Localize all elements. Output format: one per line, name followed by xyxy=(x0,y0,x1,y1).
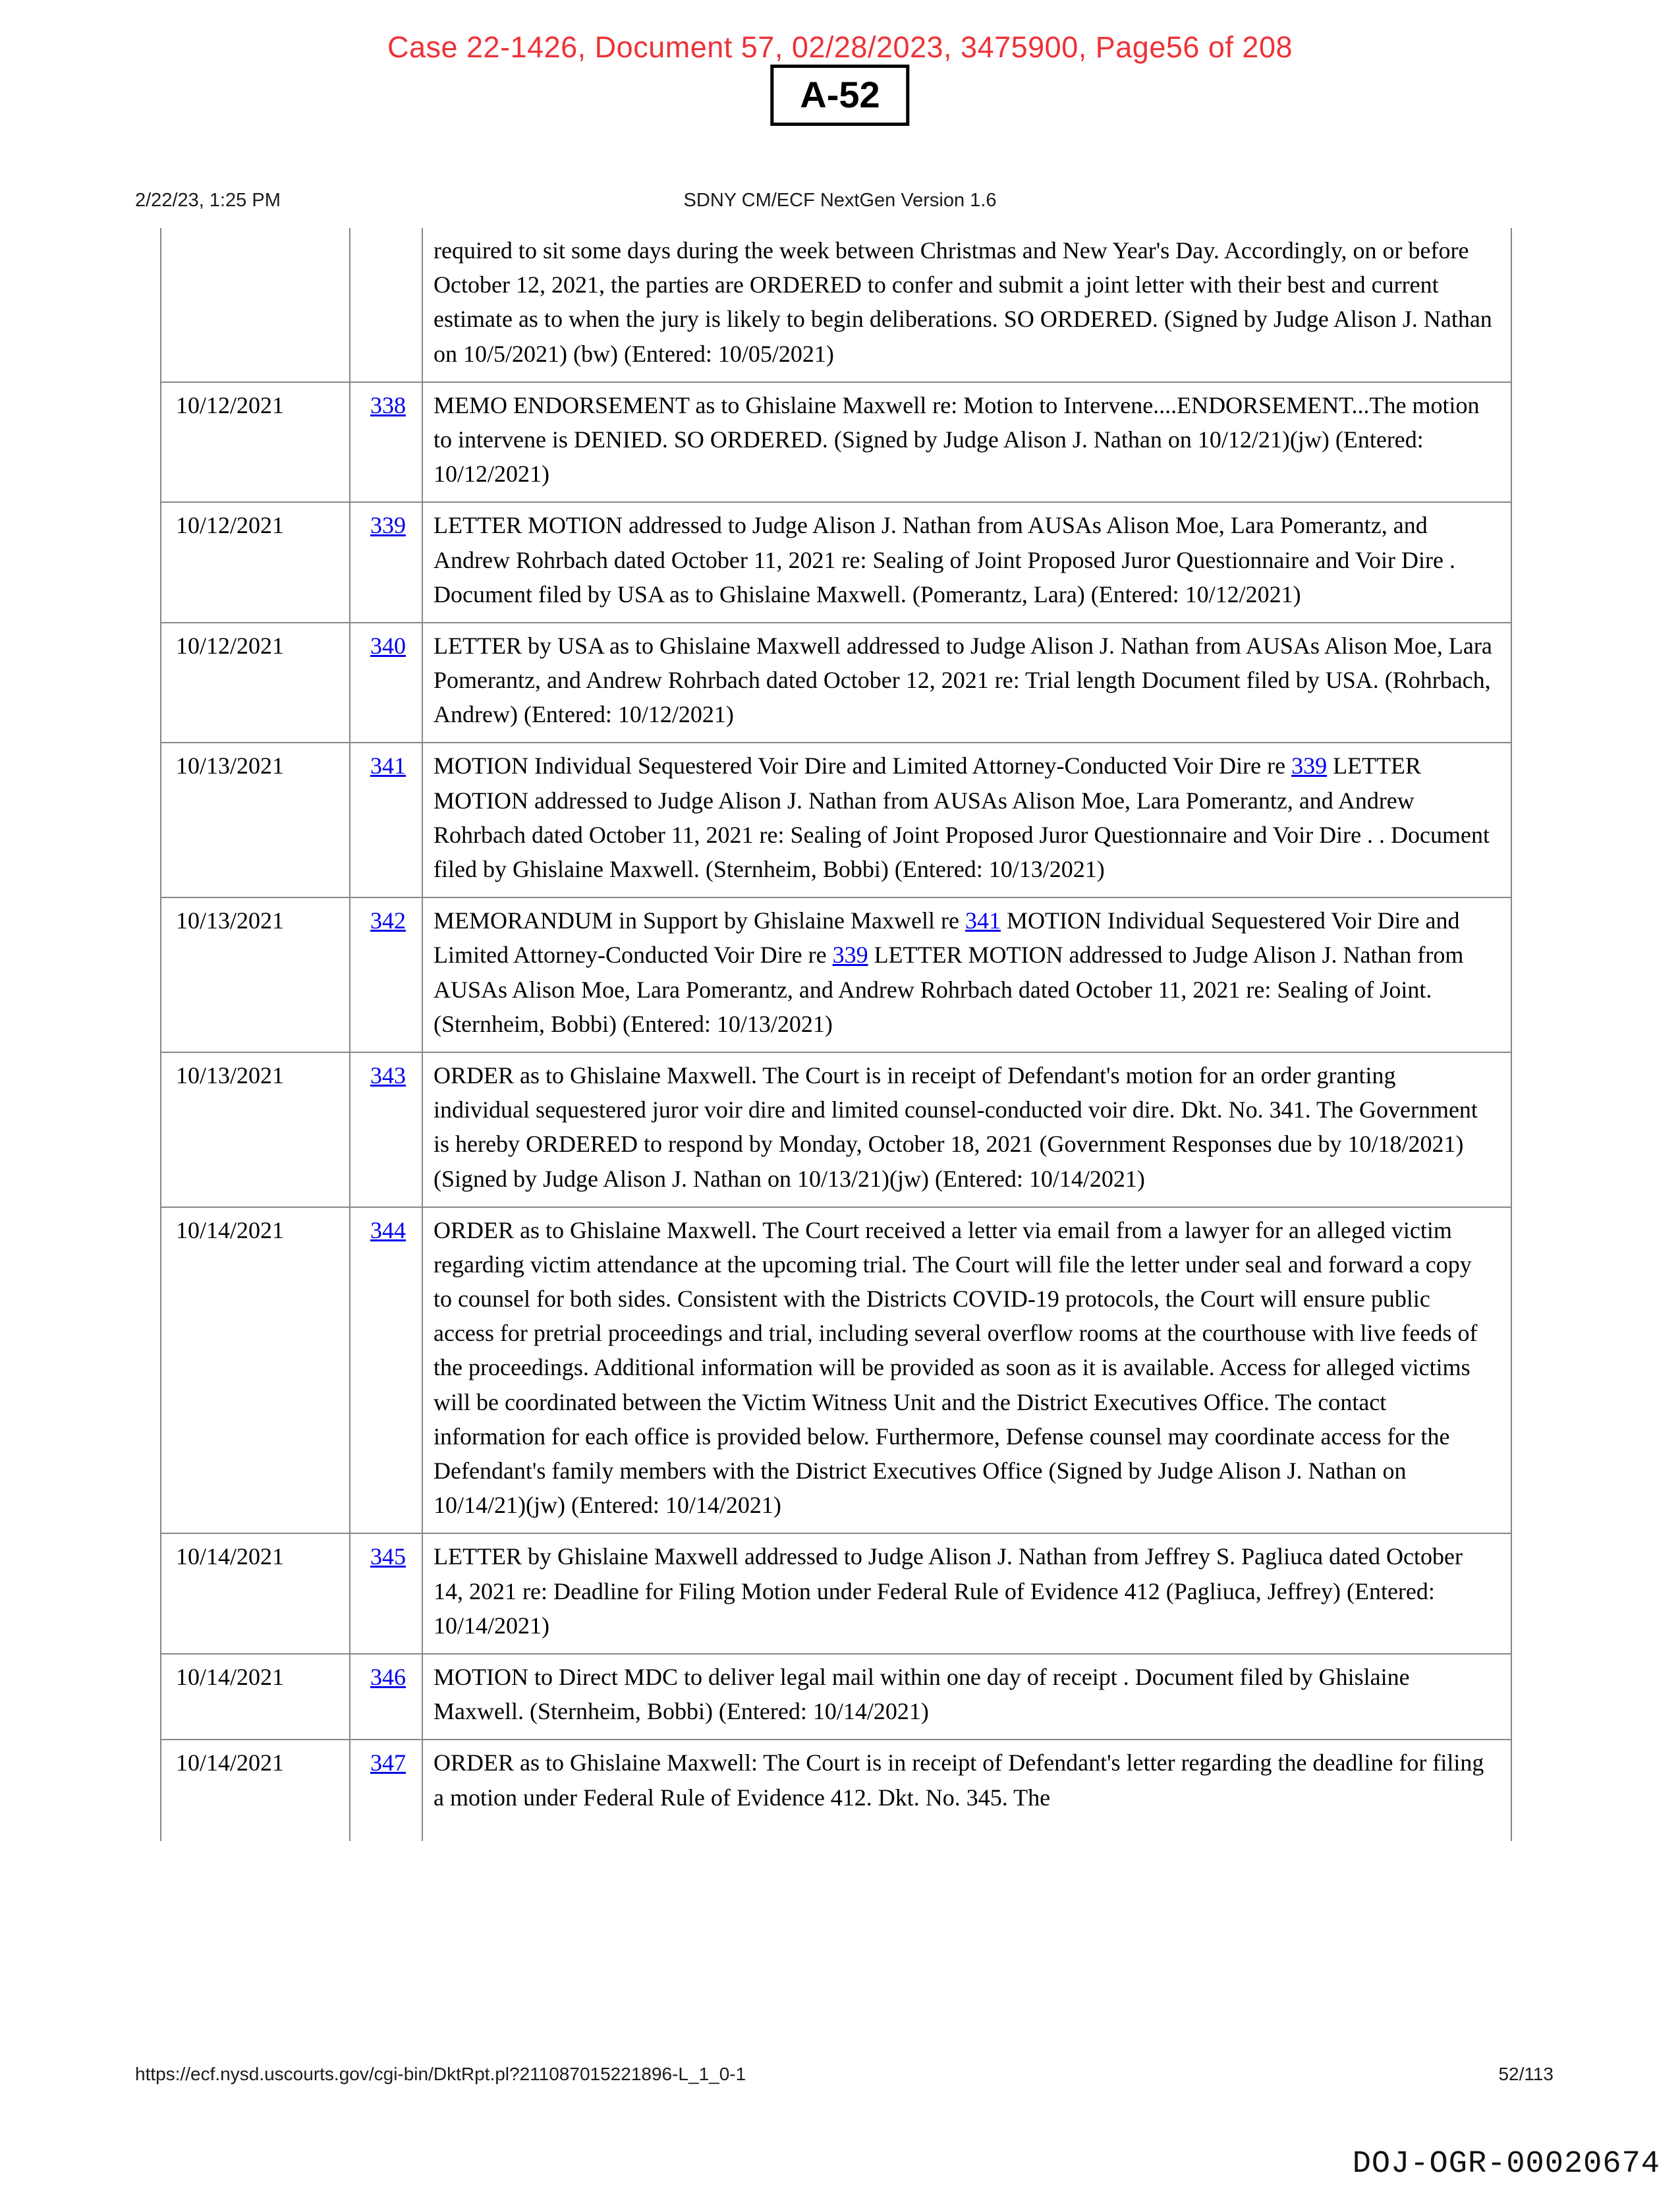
docket-entry-number-cell xyxy=(350,1052,422,1207)
docket-doc-link[interactable]: 343 xyxy=(370,1062,406,1089)
docket-entry-description xyxy=(422,1207,1511,1534)
docket-row xyxy=(161,897,1511,1052)
docket-entry-text: MOTION Individual Sequestered Voir Dire and Limited Attorney-Conducted Voir Dire re xyxy=(434,907,1460,969)
docket-table xyxy=(160,228,1512,1841)
docket-doc-link[interactable]: 338 xyxy=(370,391,406,418)
docket-entry-date: 10/12/2021 xyxy=(161,502,350,623)
docket-entry-date: 10/14/2021 xyxy=(161,1740,350,1840)
docket-entry-number-cell xyxy=(350,623,422,743)
print-header-title: SDNY CM/ECF NextGen Version 1.6 xyxy=(683,190,997,211)
docket-row xyxy=(161,1740,1511,1840)
docket-doc-link[interactable]: 341 xyxy=(370,752,406,780)
docket-entry-text: required to sit some days during the week between Christmas and New Year's Day. Accordingly, on or before October 12, 2021, the parties are ORDERED to confer and submit a joint letter with their best and current estimate as to when the jury is likely to begin deliberations. SO ORDERED. (Signed by Judge Alison J. Nathan on 10/5/2021) (bw) (Entered: 10/05/2021) xyxy=(434,237,1492,367)
docket-entry-text: LETTER by Ghislaine Maxwell addressed to Judge Alison J. Nathan from Jeffrey S. Pagliuca dated October 14, 2021 re: Deadline for Filing Motion under Federal Rule of Evidence 412 (Pagliuca, Jeffrey) (Entered: 10/14/2021) xyxy=(434,1543,1463,1639)
docket-doc-link[interactable]: 340 xyxy=(370,632,406,659)
docket-doc-link[interactable]: 345 xyxy=(370,1543,406,1570)
docket-entry-number-cell xyxy=(350,743,422,897)
docket-row xyxy=(161,623,1511,743)
docket-entry-number-cell xyxy=(350,1740,422,1840)
docket-entry-number-cell xyxy=(350,1207,422,1534)
referenced-doc-link[interactable]: 339 xyxy=(832,942,868,969)
docket-entry-description xyxy=(422,1052,1511,1207)
docket-entry-text: LETTER by USA as to Ghislaine Maxwell addressed to Judge Alison J. Nathan from AUSAs Alison Moe, Lara Pomerantz, and Andrew Rohrbach dated October 12, 2021 re: Trial length Document filed by USA. (Rohrbach, Andrew) (Entered: 10/12/2021) xyxy=(434,632,1492,728)
appendix-page-label: A-52 xyxy=(770,65,909,126)
docket-table-body xyxy=(161,228,1511,1841)
docket-entry-number-cell xyxy=(350,228,422,382)
docket-row xyxy=(161,743,1511,897)
docket-entry-text: ORDER as to Ghislaine Maxwell: The Court is in receipt of Defendant's letter regarding the deadline for filing a motion under Federal Rule of Evidence 412. Dkt. No. 345. The xyxy=(434,1749,1484,1811)
docket-entry-description xyxy=(422,1654,1511,1740)
docket-entry-text: MEMORANDUM in Support by Ghislaine Maxwell re xyxy=(434,907,965,934)
docket-entry-date: 10/12/2021 xyxy=(161,623,350,743)
docket-entry-text: LETTER MOTION addressed to Judge Alison J. Nathan from AUSAs Alison Moe, Lara Pomerantz, and Andrew Rohrbach dated October 11, 2021 re: Sealing of Joint Proposed Juror Questionnaire and Voir Dire . Document filed by USA as to Ghislaine Maxwell. (Pomerantz, Lara) (Entered: 10/12/2021) xyxy=(434,512,1456,608)
case-stamp-header: Case 22-1426, Document 57, 02/28/2023, 3475900, Page56 of 208 xyxy=(387,30,1293,64)
docket-entry-description xyxy=(422,897,1511,1052)
docket-entry-text: ORDER as to Ghislaine Maxwell. The Court received a letter via email from a lawyer for an alleged victim regarding victim attendance at the upcoming trial. The Court will file the letter under seal and forward a copy to counsel for both sides. Consistent with the Districts COVID-19 protocols, the Court will ensure public access for pretrial proceedings and trial, including several overflow rooms at the courthouse with live feeds of the proceedings. Additional information will be provided as soon as it is available. Access for alleged victims will be coordinated between the Victim Witness Unit and the District Executives Office. The contact information for each office is provided below. Furthermore, Defense counsel may coordinate access for the Defendant's family members with the District Executives Office (Signed by Judge Alison J. Nathan on 10/14/21)(jw) (Entered: 10/14/2021) xyxy=(434,1216,1478,1519)
print-header-datetime: 2/22/23, 1:25 PM xyxy=(135,190,281,211)
docket-entry-text: ORDER as to Ghislaine Maxwell. The Court is in receipt of Defendant's motion for an order granting individual sequestered juror voir dire and limited counsel-conducted voir dire. Dkt. No. 341. The Government is hereby ORDERED to respond by Monday, October 18, 2021 (Government Responses due by 10/18/2021) (Signed by Judge Alison J. Nathan on 10/13/21)(jw) (Entered: 10/14/2021) xyxy=(434,1062,1478,1192)
docket-row xyxy=(161,502,1511,623)
docket-entry-description xyxy=(422,228,1511,382)
docket-entry-number-cell xyxy=(350,1533,422,1654)
docket-row xyxy=(161,1052,1511,1207)
docket-entry-date: 10/13/2021 xyxy=(161,897,350,1052)
docket-entry-date: 10/14/2021 xyxy=(161,1207,350,1534)
docket-entry-number-cell xyxy=(350,502,422,623)
docket-doc-link[interactable]: 344 xyxy=(370,1216,406,1243)
docket-row xyxy=(161,228,1511,382)
bates-number: DOJ-OGR-00020674 xyxy=(1352,2147,1660,2182)
docket-entry-date xyxy=(161,228,350,382)
docket-entry-description xyxy=(422,1533,1511,1654)
referenced-doc-link[interactable]: 341 xyxy=(965,907,1001,934)
docket-entry-description xyxy=(422,502,1511,623)
docket-row xyxy=(161,382,1511,503)
docket-entry-text: MEMO ENDORSEMENT as to Ghislaine Maxwell re: Motion to Intervene....ENDORSEMENT...The motion to intervene is DENIED. SO ORDERED. (Signed by Judge Alison J. Nathan on 10/12/21)(jw) (Entered: 10/12/2021) xyxy=(434,391,1480,488)
docket-doc-link[interactable]: 342 xyxy=(370,907,406,934)
docket-row xyxy=(161,1654,1511,1740)
docket-entry-text: LETTER MOTION addressed to Judge Alison J. Nathan from AUSAs Alison Moe, Lara Pomerantz, and Andrew Rohrbach dated October 11, 2021 re: Sealing of Joint. (Sternheim, Bobbi) (Entered: 10/13/2021) xyxy=(434,942,1464,1037)
docket-entry-date: 10/13/2021 xyxy=(161,1052,350,1207)
docket-entry-number-cell xyxy=(350,897,422,1052)
referenced-doc-link[interactable]: 339 xyxy=(1291,752,1328,780)
docket-entry-date: 10/14/2021 xyxy=(161,1654,350,1740)
print-footer-url: https://ecf.nysd.uscourts.gov/cgi-bin/DktRpt.pl?211087015221896-L_1_0-1 xyxy=(135,2064,746,2084)
docket-entry-date: 10/13/2021 xyxy=(161,743,350,897)
docket-entry-number-cell xyxy=(350,1654,422,1740)
docket-entry-number-cell xyxy=(350,382,422,503)
docket-entry-text: MOTION to Direct MDC to deliver legal mail within one day of receipt . Document filed by Ghislaine Maxwell. (Sternheim, Bobbi) (Entered: 10/14/2021) xyxy=(434,1663,1410,1725)
docket-entry-description xyxy=(422,743,1511,897)
docket-doc-link[interactable]: 346 xyxy=(370,1663,406,1690)
docket-doc-link[interactable]: 339 xyxy=(370,512,406,539)
docket-entry-description xyxy=(422,382,1511,503)
print-footer-page-indicator: 52/113 xyxy=(1498,2064,1554,2084)
docket-entry-description xyxy=(422,623,1511,743)
docket-entry-date: 10/12/2021 xyxy=(161,382,350,503)
docket-entry-description xyxy=(422,1740,1511,1840)
docket-entry-date: 10/14/2021 xyxy=(161,1533,350,1654)
docket-row xyxy=(161,1533,1511,1654)
docket-entry-text: LETTER MOTION addressed to Judge Alison J. Nathan from AUSAs Alison Moe, Lara Pomerantz, and Andrew Rohrbach dated October 11, 2021 re: Sealing of Joint Proposed Juror Questionnaire and Voir Dire . . Document filed by Ghislaine Maxwell. (Sternheim, Bobbi) (Entered: 10/13/2021) xyxy=(434,752,1490,882)
docket-doc-link[interactable]: 347 xyxy=(370,1749,406,1776)
docket-entry-text: MOTION Individual Sequestered Voir Dire and Limited Attorney-Conducted Voir Dire re xyxy=(434,752,1292,780)
docket-row xyxy=(161,1207,1511,1534)
